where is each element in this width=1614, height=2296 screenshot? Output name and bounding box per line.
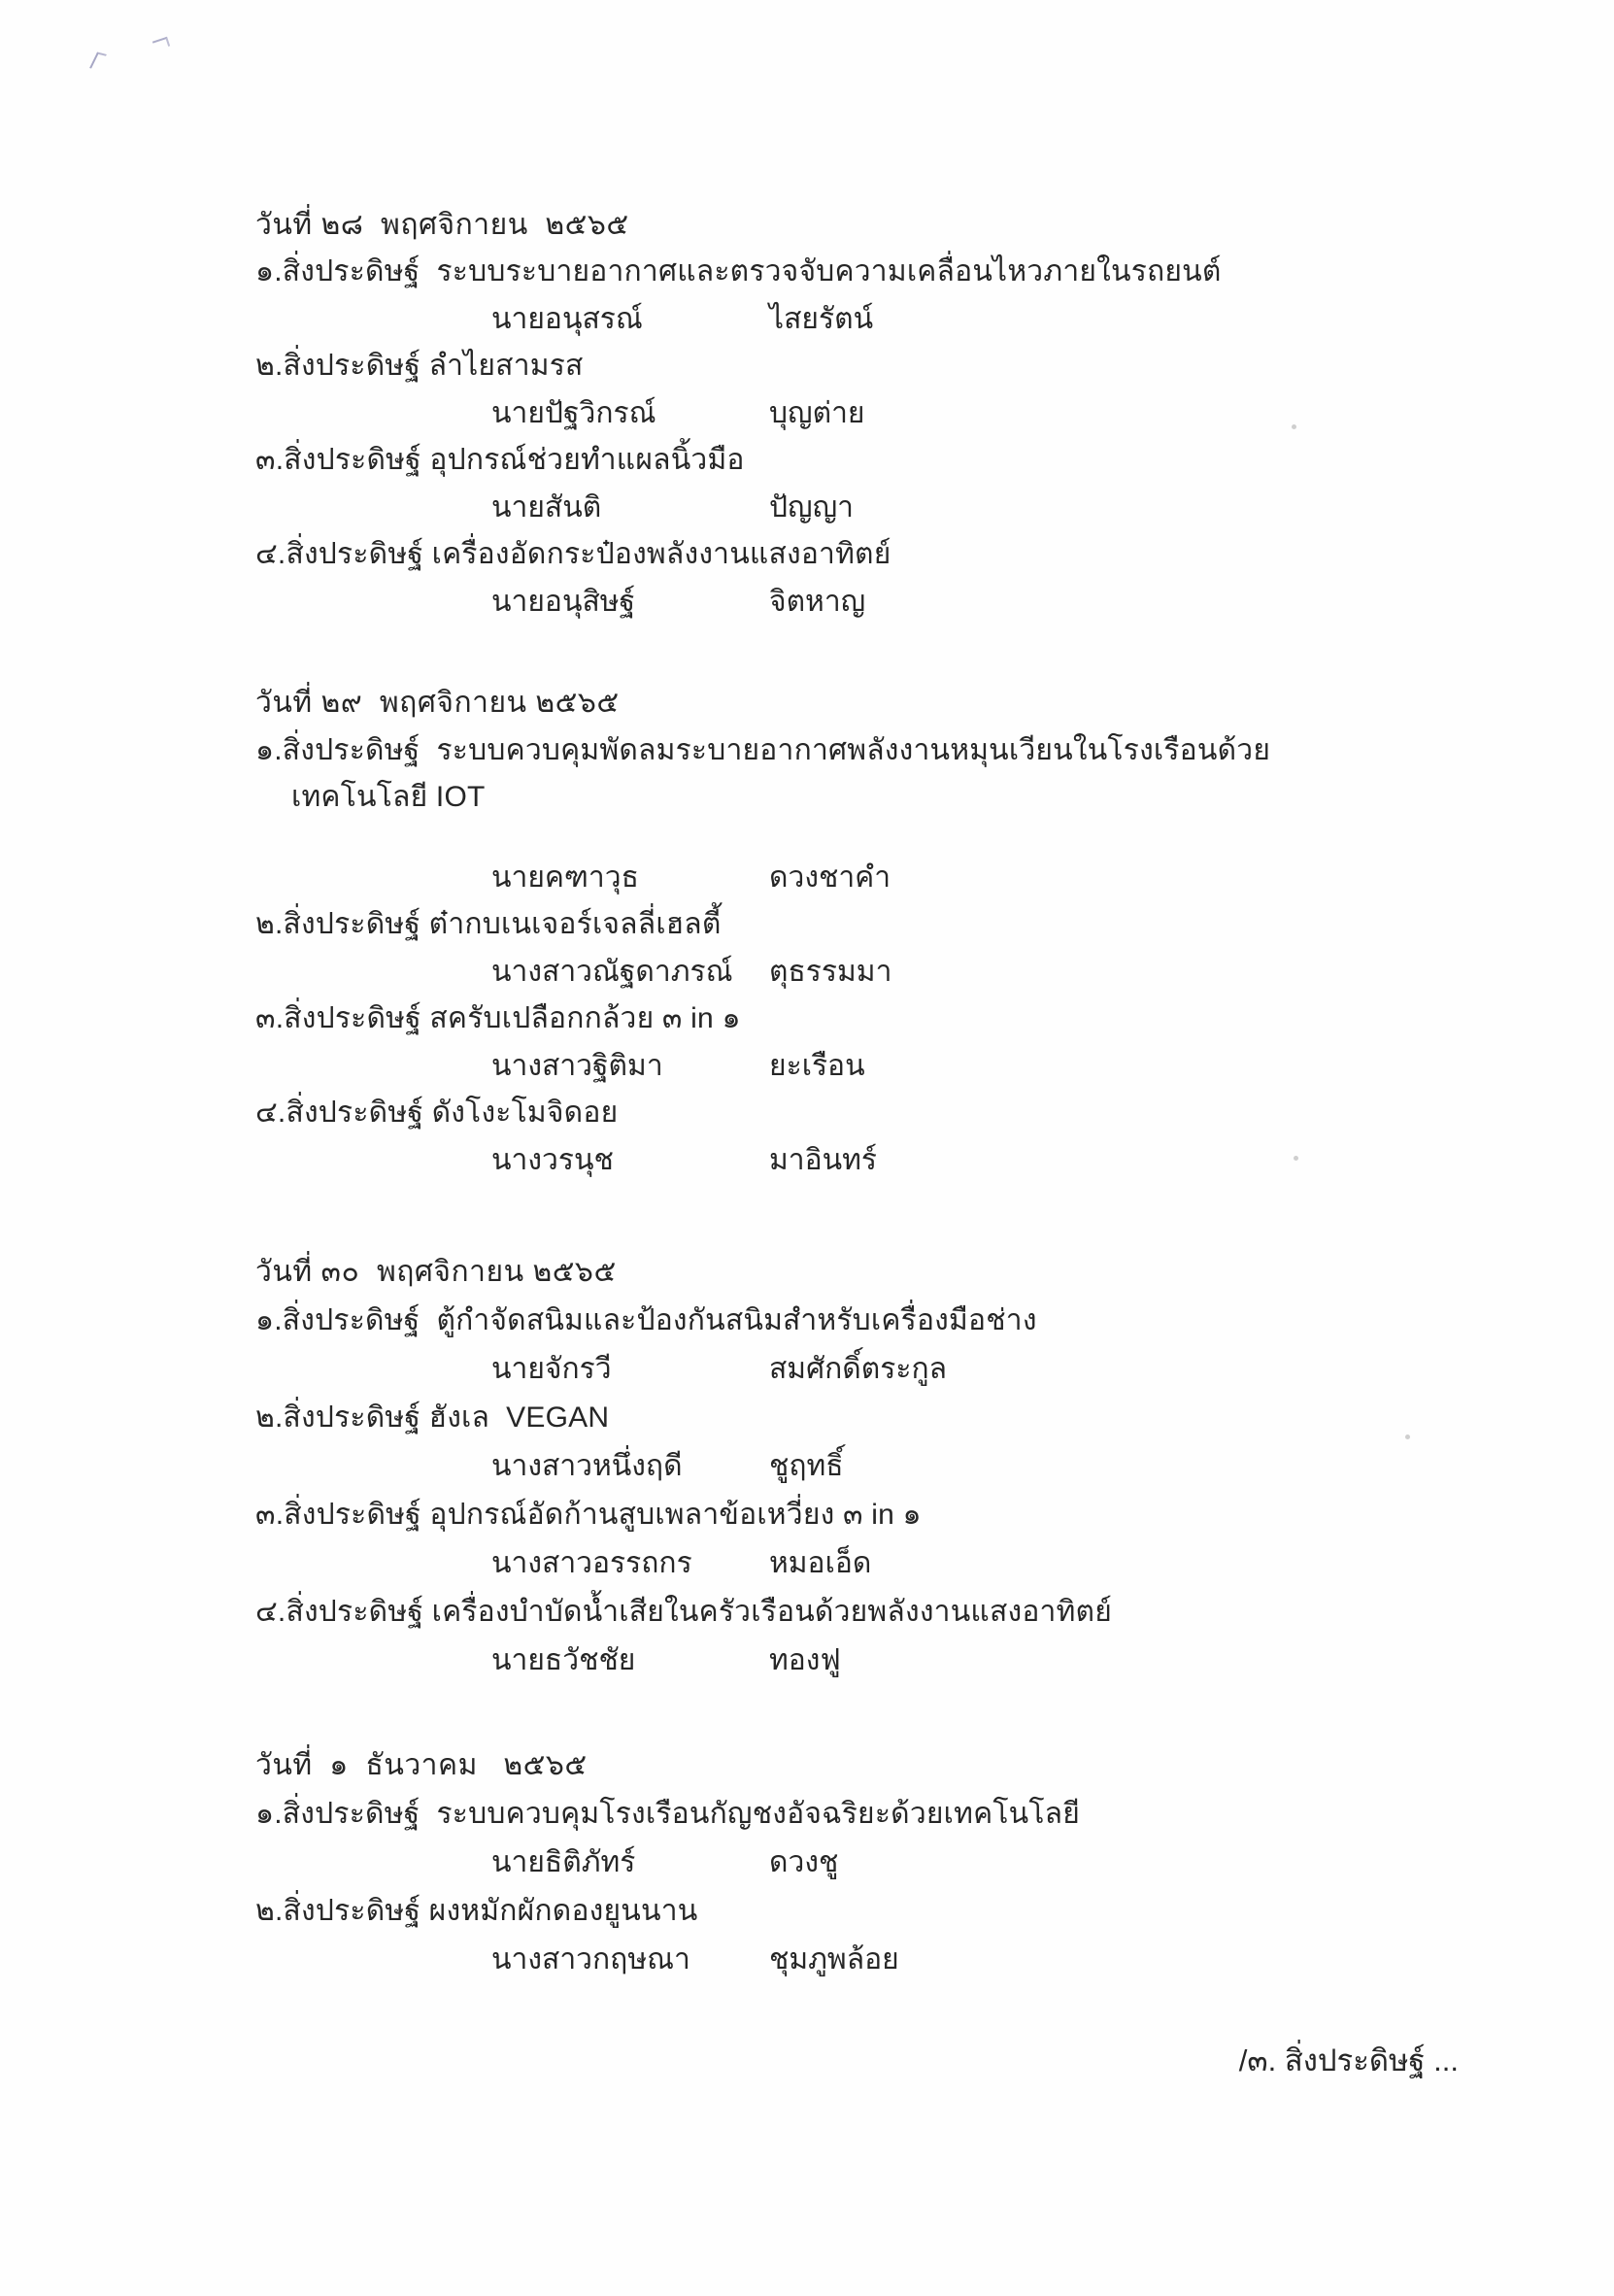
inventor-line	[255, 1442, 1460, 1491]
inventor-first-name: นายอนุสรณ์	[491, 302, 643, 335]
invention-line-continued: เทคโนโลยี IOT	[291, 781, 486, 814]
date-heading: วันที่ ๑ ธันวาคม ๒๕๖๕	[255, 1749, 588, 1781]
inventor-first-name: นางวรนุช	[491, 1143, 614, 1176]
inventor-last-name: ทองฟู	[769, 1644, 841, 1676]
inventor-last-name: มาอินทร์	[769, 1143, 878, 1176]
inventor-first-name: นางสาวอรรถกร	[491, 1547, 692, 1579]
inventor-line	[255, 1936, 1460, 1984]
inventor-last-name: ตุธรรมมา	[769, 955, 892, 988]
day-section-28-nov	[255, 201, 1460, 625]
inventor-last-name: ชุมภูพล้อย	[769, 1943, 899, 1975]
day-section-29-nov	[255, 680, 1460, 1184]
invention-line: ๔.สิ่งประดิษฐ์ เครื่องอัดกระป๋องพลังงานแสงอาทิตย์	[255, 538, 891, 571]
inventor-first-name: นางสาวหนึ่งฤดี	[491, 1450, 683, 1482]
inventor-last-name: หมอเอ็ด	[769, 1547, 872, 1579]
inventor-line	[255, 578, 1460, 625]
invention-line: ๓.สิ่งประดิษฐ์ สครับเปลือกกล้วย ๓ in ๑	[255, 1002, 741, 1035]
inventor-line	[255, 484, 1460, 531]
invention-line: ๒.สิ่งประดิษฐ์ ต๋ากบเนเจอร์เจลลี่เฮลตี้	[255, 908, 722, 941]
invention-line: ๒.สิ่งประดิษฐ์ ผงหมักผักดองยูนนาน	[255, 1895, 698, 1927]
inventor-line	[255, 1839, 1460, 1887]
inventor-line	[255, 854, 1460, 901]
inventor-line	[255, 1345, 1460, 1394]
inventor-last-name: ปัญญา	[769, 490, 855, 523]
inventor-line	[255, 948, 1460, 996]
date-heading: วันที่ ๓๐ พฤศจิกายน ๒๕๖๕	[255, 1256, 617, 1288]
inventor-first-name: นายธวัชชัย	[491, 1644, 636, 1676]
pen-mark	[89, 52, 107, 71]
inventor-first-name: นายธิติภัทร์	[491, 1846, 636, 1878]
date-heading: วันที่ ๒๙ พฤศจิกายน ๒๕๖๕	[255, 687, 620, 720]
invention-line: ๑.สิ่งประดิษฐ์ ตู้กำจัดสนิมและป้องกันสนิมสำหรับเครื่องมือช่าง	[255, 1304, 1037, 1336]
inventor-first-name: นายจักรวี	[491, 1353, 612, 1385]
pen-mark	[152, 37, 170, 51]
document-body	[255, 201, 1460, 1984]
inventor-line	[255, 295, 1460, 343]
invention-line: ๔.สิ่งประดิษฐ์ เครื่องบำบัดน้ำเสียในครัวเรือนด้วยพลังงานแสงอาทิตย์	[255, 1596, 1113, 1628]
date-heading: วันที่ ๒๘ พฤศจิกายน ๒๕๖๕	[255, 208, 629, 241]
inventor-last-name: จิตหาญ	[769, 585, 866, 618]
inventor-line	[255, 1042, 1460, 1090]
invention-line: ๑.สิ่งประดิษฐ์ ระบบควบคุมโรงเรือนกัญชงอัจฉริยะด้วยเทคโนโลยี	[255, 1798, 1081, 1830]
invention-line: ๒.สิ่งประดิษฐ์ ฮังเล VEGAN	[255, 1401, 610, 1434]
inventor-last-name: ยะเรือน	[769, 1049, 865, 1082]
inventor-first-name: นางสาวฐิติมา	[491, 1049, 663, 1082]
inventor-line	[255, 1637, 1460, 1685]
inventor-line	[255, 389, 1460, 437]
inventor-first-name: นายปัฐวิกรณ์	[491, 396, 656, 429]
invention-line: ๓.สิ่งประดิษฐ์ อุปกรณ์อัดก้านสูบเพลาข้อเหวี่ยง ๓ in ๑	[255, 1499, 922, 1531]
inventor-first-name: นายคฑาวุธ	[491, 861, 639, 894]
invention-line: ๓.สิ่งประดิษฐ์ อุปกรณ์ช่วยทำแผลนิ้วมือ	[255, 444, 745, 477]
inventor-first-name: นางสาวณัฐดาภรณ์	[491, 955, 733, 988]
inventor-last-name: บุญต่าย	[769, 396, 865, 429]
inventor-first-name: นายอนุสิษฐ์	[491, 585, 636, 618]
inventor-last-name: ชูฤทธิ์	[769, 1450, 844, 1482]
page-continuation-note: /๓. สิ่งประดิษฐ์ ...	[1238, 2043, 1459, 2077]
inventor-line	[255, 1136, 1460, 1184]
inventor-last-name: ดวงชาคำ	[769, 861, 891, 894]
inventor-line	[255, 1539, 1460, 1588]
invention-line: ๒.สิ่งประดิษฐ์ ลำไยสามรส	[255, 350, 584, 383]
inventor-last-name: สมศักดิ์ตระกูล	[769, 1353, 948, 1385]
day-section-30-nov	[255, 1248, 1460, 1685]
invention-line: ๑.สิ่งประดิษฐ์ ระบบควบคุมพัดลมระบายอากาศพลังงานหมุนเวียนในโรงเรือนด้วย	[255, 733, 1271, 766]
inventor-last-name: ดวงชู	[769, 1846, 839, 1878]
invention-line: ๑.สิ่งประดิษฐ์ ระบบระบายอากาศและตรวจจับความเคลื่อนไหวภายในรถยนต์	[255, 255, 1222, 288]
day-section-1-dec	[255, 1741, 1460, 1984]
inventor-first-name: นางสาวกฤษณา	[491, 1943, 690, 1975]
inventor-first-name: นายสันติ	[491, 490, 602, 523]
inventor-last-name: ไสยรัตน์	[769, 302, 874, 335]
invention-line: ๔.สิ่งประดิษฐ์ ดังโงะโมจิดอย	[255, 1097, 619, 1130]
